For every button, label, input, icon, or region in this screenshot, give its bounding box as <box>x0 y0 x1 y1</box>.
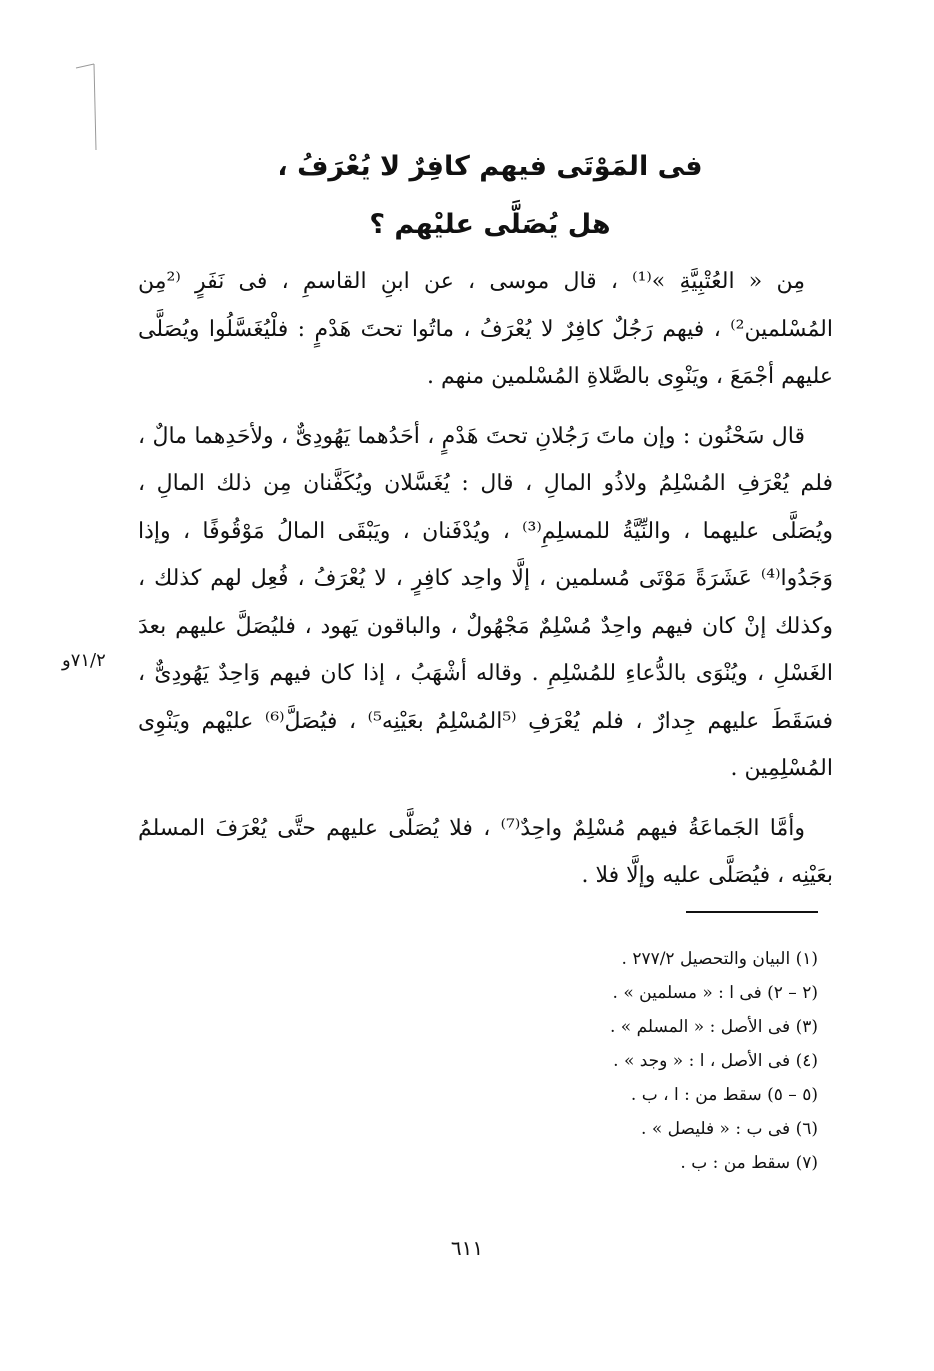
paragraph-3: وأمَّا الجَماعَةُ فيهم مُسْلِمٌ واحِدٌ⁽⁷⁾ ، فلا يُصَلَّى عليهم حتَّى يُعْرَفَ المسلمُ بعَيْنِه ، فيُصَلَّى عليه وإلَّا فلا . <box>138 815 833 888</box>
main-text <box>138 258 833 912</box>
footnote-item: (٦) فى ب : « فليصل » . <box>641 1119 818 1139</box>
footnote-item: (٢ – ٢) فى ا : « مسلمين » . <box>612 983 818 1003</box>
footnote-divider <box>686 911 818 913</box>
footnote-item: (٧) سقط من : ب . <box>680 1153 818 1173</box>
chapter-title <box>140 138 840 254</box>
footnote-item: (٣) فى الأصل : « المسلم » . <box>609 1017 818 1037</box>
paragraph-2: قال سَحْنُون : وإن ماتَ رَجُلانِ تحتَ هَدْمٍ ، أحَدُهما يَهُودِىٌّ ، ولأحَدِهما مالٌ ، فلم يُعْرَفِ المُسْلِمُ ولاذُو المالِ ، قال : يُغَسَّلان ويُكَفَّنان مِن ذلك المالِ ، ويُصَلَّى عليهما ، والنِّيَّةُ للمسلِمِ⁽³⁾ ، ويُدْفَنان ، ويَبْقَى المالُ مَوْقُوفًا ، وإذا وَجَدُوا⁽⁴⁾ عَشَرَةً مَوْتَى مُسلمين ، إلَّا واحِد كافِرٍ ، لا يُعْرَفُ ، فُعِل لهم كذلك ، وكذلك إنْ كان فيهم واحِدٌ مُسْلِمٌ مَجْهُولٌ ، والباقون يَهود ، فليُصَلَّ عليهم بعدَ الغَسْلِ ، ويُنْوَى بالدُّعاءِ للمُسْلِمِ . وقاله أشْهَبُ ، إذا كان فيهم وَاحِدٌ يَهُودِىٌّ ، فسَقَطَ عليهم جِدارٌ ، فلم يُعْرَفِ ⁽⁵المُسْلِمُ بعَيْنِه⁵⁾ ، فيُصَلَّ⁽⁶⁾ عليْهم ويَنْوِى المُسْلِمِين . <box>138 423 833 781</box>
title-line-2: هل يُصَلَّى عليْهم ؟ <box>369 209 611 240</box>
footnotes <box>440 942 818 1180</box>
manuscript-folio-reference: ٧١/٢و <box>62 650 106 671</box>
page-number: ٦١١ <box>450 1236 484 1260</box>
footnote-item: (٤) فى الأصل ، ا : « وجد » . <box>613 1051 818 1071</box>
paragraph-1: مِن « العُتْبِيَّةِ »⁽¹⁾ ، قال موسى ، عن ابنِ القاسمِ ، فى نَفَرٍ ⁽²مِن المُسْلمين²⁾ ، فيهم رَجُلٌ كافِرٌ لا يُعْرَفُ ، ماتُوا تحتَ هَدْمٍ : فلْيُغَسَّلُوا ويُصَلَّى عليهم أجْمَعَ ، ويَنْوِى بالصَّلاةِ المُسْلمين منهم . <box>138 269 833 389</box>
title-line-1: فى المَوْتَى فيهم كافِرٌ لا يُعْرَفُ ، <box>277 151 703 182</box>
pencil-mark-icon <box>72 62 102 152</box>
footnote-item: (٥ – ٥) سقط من : ا ، ب . <box>630 1085 818 1105</box>
footnote-item: (١) البيان والتحصيل ٢٧٧/٢ . <box>621 949 818 969</box>
